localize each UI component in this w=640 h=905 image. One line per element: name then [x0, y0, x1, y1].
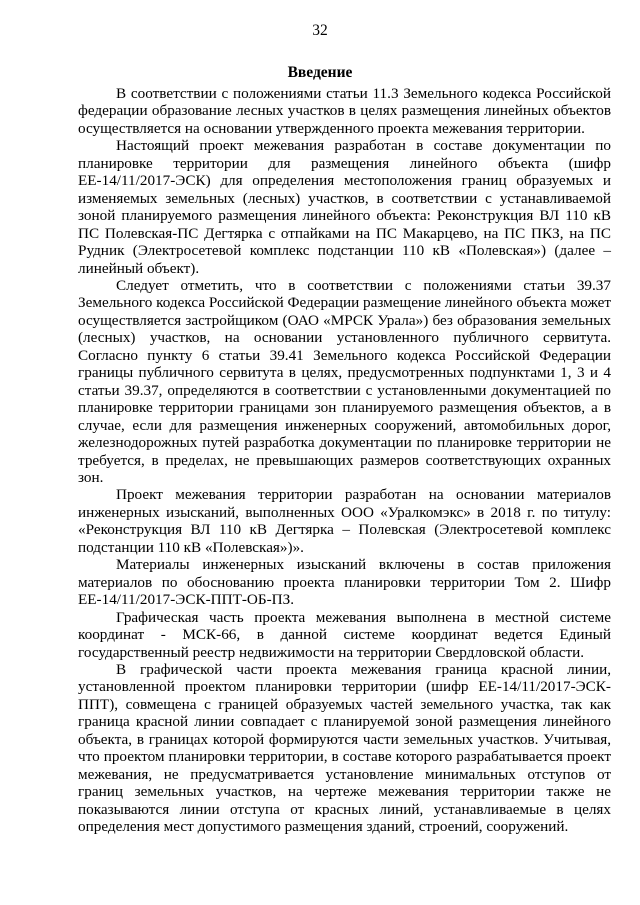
body-text — [78, 85, 611, 835]
paragraph: Настоящий проект межевания разработан в составе документации по планировке территории для размещения линейного объекта (шифр ЕЕ-14/11/2017-ЭСК) для определения местоположения границ образуемых и изменяемых земельных (лесных) участков, в соответствии с устанавливаемой зоной планируемого размещения линейного объекта: Реконструкция ВЛ 110 кВ ПС Полевская-ПС Дегтярка с отпайками на ПС Макарцево, на ПС ПКЗ, на ПС Рудник (Электросетевой комплекс подстанции 110 кВ «Полевская») (далее – линейный объект). — [78, 137, 611, 277]
paragraph: Проект межевания территории разработан на основании материалов инженерных изысканий, выполненных ООО «Уралкомэкс» в 2018 г. по титулу: «Реконструкция ВЛ 110 кВ Дегтярка – Полевская (Электросетевой комплекс подстанции 110 кВ «Полевская»)». — [78, 486, 611, 556]
paragraph: Материалы инженерных изысканий включены в состав приложения материалов по обоснованию проекта планировки территории Том 2. Шифр ЕЕ-14/11/2017-ЭСК-ППТ-ОБ-ПЗ. — [78, 556, 611, 609]
paragraph: В графической части проекта межевания граница красной линии, установленной проектом планировки территории (шифр ЕЕ-14/11/2017-ЭСК-ППТ), совмещена с границей образуемых частей земельного участка, так как граница красной линии совпадает с планируемой зоной размещения линейного объекта, в границах которой формируются части земельных участков. Учитывая, что проектом планировки территории, в составе которого разрабатывается проект межевания, не предусматривается установление минимальных отступов от границ земельных участков, на чертеже межевания территории также не показываются линии отступа от красных линий, устанавливаемые в целях определения мест допустимого размещения зданий, строений, сооружений. — [78, 660, 611, 836]
page-number: 32 — [312, 22, 328, 39]
paragraph: Графическая часть проекта межевания выполнена в местной системе координат - МСК-66, в данной системе координат ведется Единый государственный реестр недвижимости на территории Свердловской области. — [78, 608, 611, 661]
section-title: Введение — [287, 64, 353, 81]
paragraph: Следует отметить, что в соответствии с положениями статьи 39.37 Земельного кодекса Российской Федерации размещение линейного объекта может осуществляется застройщиком (ОАО «МРСК Урала») без образования земельных (лесных) участков, на основании установленного публичного сервитута. Согласно пункту 6 статьи 39.41 Земельного кодекса Российской Федерации границы публичного сервитута в целях, предусмотренных подпунктами 1, 3 и 4 статьи 39.37, определяются в соответствии с установленными документацией по планировке территории границами зон планируемого размещения объектов, а в случае, если для размещения инженерных сооружений, автомобильных дорог, железнодорожных путей разработка документации по планировке территории не требуется, в пределах, не превышающих размеров соответствующих охранных зон. — [78, 276, 611, 486]
paragraph: В соответствии с положениями статьи 11.3 Земельного кодекса Российской федерации образование лесных участков в целях размещения линейных объектов осуществляется на основании утвержденного проекта межевания территории. — [78, 85, 611, 137]
